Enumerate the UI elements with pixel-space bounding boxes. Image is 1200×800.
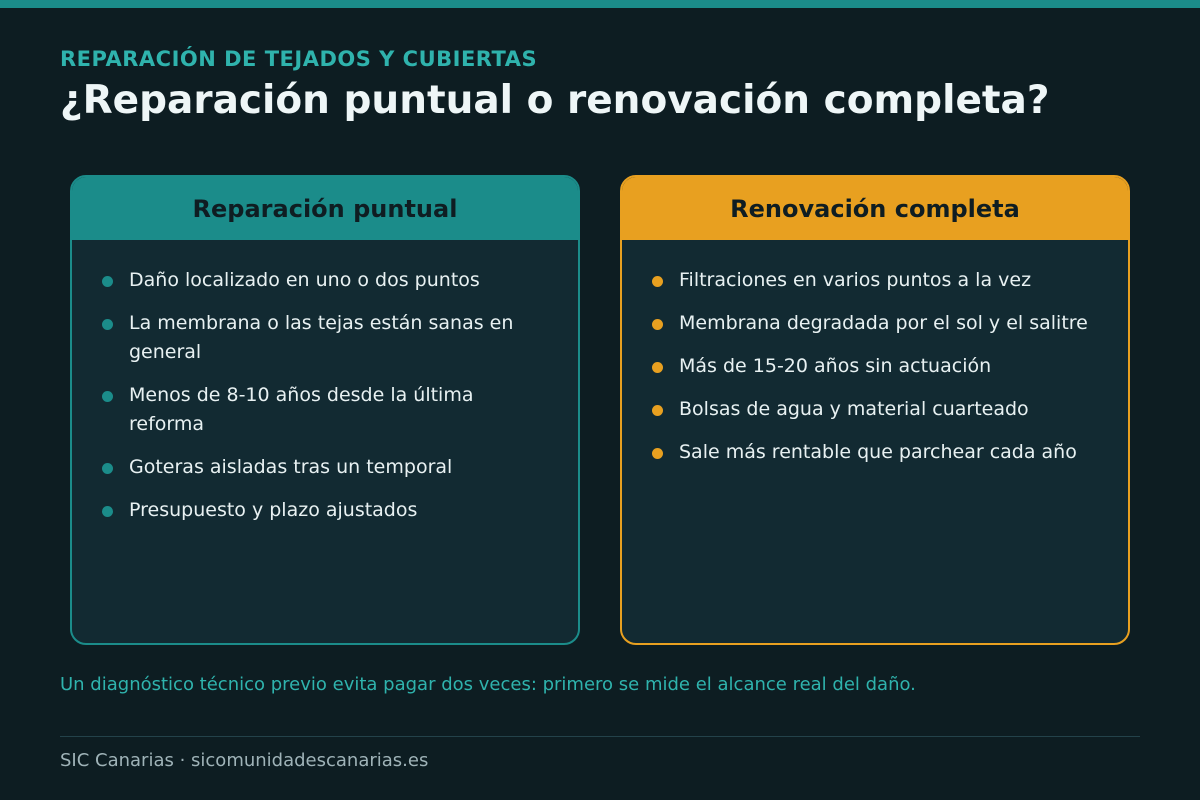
list-item <box>652 309 1098 338</box>
section-kicker: REPARACIÓN DE TEJADOS Y CUBIERTAS <box>60 47 538 71</box>
list-item-text: Menos de 8-10 años desde la última reforma <box>129 384 474 435</box>
card-list <box>72 240 578 525</box>
card-list <box>622 240 1128 467</box>
card-reparacion-puntual <box>70 175 580 645</box>
card-renovacion-completa <box>620 175 1130 645</box>
footer-divider <box>60 736 1140 737</box>
page-title: ¿Reparación puntual o renovación completa? <box>60 78 1050 123</box>
bullet-dot-icon <box>652 362 663 373</box>
list-item <box>652 352 1098 381</box>
diagnostic-note: Un diagnóstico técnico previo evita pagar dos veces: primero se mide el alcance real del daño. <box>60 674 916 695</box>
footer-credit: SIC Canarias · sicomunidadescanarias.es <box>60 750 429 771</box>
list-item <box>102 309 548 367</box>
list-item-text: Bolsas de agua y material cuarteado <box>679 398 1029 420</box>
list-item-text: La membrana o las tejas están sanas en general <box>129 312 514 363</box>
card-title: Reparación puntual <box>72 177 578 240</box>
list-item <box>652 266 1098 295</box>
list-item <box>652 438 1098 467</box>
list-item <box>652 395 1098 424</box>
list-item <box>102 266 548 295</box>
list-item-text: Presupuesto y plazo ajustados <box>129 499 418 521</box>
top-accent-bar <box>0 0 1200 8</box>
bullet-dot-icon <box>652 276 663 287</box>
bullet-dot-icon <box>652 448 663 459</box>
bullet-dot-icon <box>102 506 113 517</box>
list-item <box>102 453 548 482</box>
list-item <box>102 381 548 439</box>
list-item-text: Membrana degradada por el sol y el salitre <box>679 312 1088 334</box>
bullet-dot-icon <box>102 319 113 330</box>
bullet-dot-icon <box>102 391 113 402</box>
bullet-dot-icon <box>652 405 663 416</box>
list-item-text: Filtraciones en varios puntos a la vez <box>679 269 1032 291</box>
bullet-dot-icon <box>102 276 113 287</box>
card-title: Renovación completa <box>622 177 1128 240</box>
list-item-text: Sale más rentable que parchear cada año <box>679 441 1077 463</box>
list-item-text: Más de 15-20 años sin actuación <box>679 355 992 377</box>
bullet-dot-icon <box>102 463 113 474</box>
list-item <box>102 496 548 525</box>
list-item-text: Goteras aisladas tras un temporal <box>129 456 453 478</box>
list-item-text: Daño localizado en uno o dos puntos <box>129 269 480 291</box>
bullet-dot-icon <box>652 319 663 330</box>
